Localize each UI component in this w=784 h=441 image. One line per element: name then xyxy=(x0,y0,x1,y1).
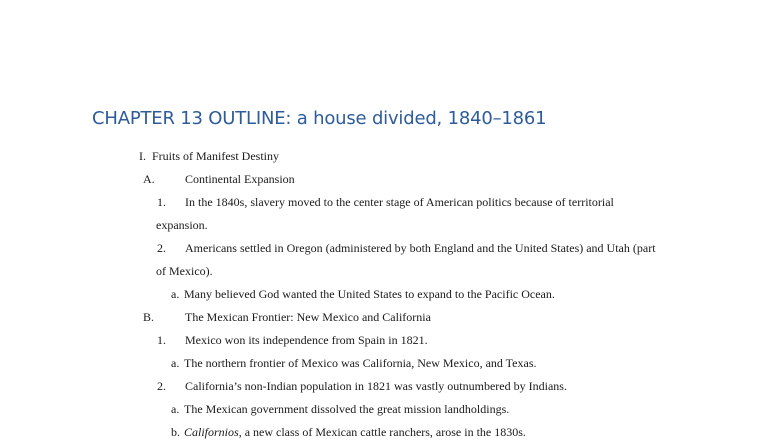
outline-text: Fruits of Manifest Destiny xyxy=(152,149,279,163)
outline-marker: 2. xyxy=(157,379,166,393)
outline-marker: 1. xyxy=(157,333,166,347)
outline-marker: 2. xyxy=(157,241,166,255)
outline-marker: I. xyxy=(139,149,146,163)
outline-text xyxy=(184,425,526,439)
outline-marker: a. xyxy=(171,356,180,370)
outline-text: Continental Expansion xyxy=(185,172,295,186)
outline-text: Many believed God wanted the United States to expand to the Pacific Ocean. xyxy=(184,287,555,301)
outline-marker: a. xyxy=(171,287,180,301)
outline-text: Mexico won its independence from Spain in 1821. xyxy=(185,333,428,347)
outline-marker: a. xyxy=(171,402,180,416)
chapter-title: CHAPTER 13 OUTLINE: a house divided, 1840–1861 xyxy=(92,108,547,129)
outline-marker: B. xyxy=(143,310,155,324)
italic-term: Californios xyxy=(184,425,239,439)
outline-text-continued: of Mexico). xyxy=(156,264,213,278)
outline-text: The Mexican government dissolved the great mission landholdings. xyxy=(184,402,510,416)
outline-text: The northern frontier of Mexico was California, New Mexico, and Texas. xyxy=(184,356,537,370)
outline-text: Americans settled in Oregon (administered by both England and the United States) and Utah (part xyxy=(185,241,656,255)
outline-text: In the 1840s, slavery moved to the center stage of American politics because of territorial xyxy=(185,195,614,209)
outline-marker: b. xyxy=(171,425,180,439)
outline-text: California’s non-Indian population in 1821 was vastly outnumbered by Indians. xyxy=(185,379,567,393)
outline-text-rest: , a new class of Mexican cattle ranchers, arose in the 1830s. xyxy=(238,425,526,439)
outline-marker: A. xyxy=(143,172,155,186)
outline-text: The Mexican Frontier: New Mexico and California xyxy=(185,310,431,324)
outline-text-continued: expansion. xyxy=(156,218,208,232)
outline-marker: 1. xyxy=(157,195,166,209)
